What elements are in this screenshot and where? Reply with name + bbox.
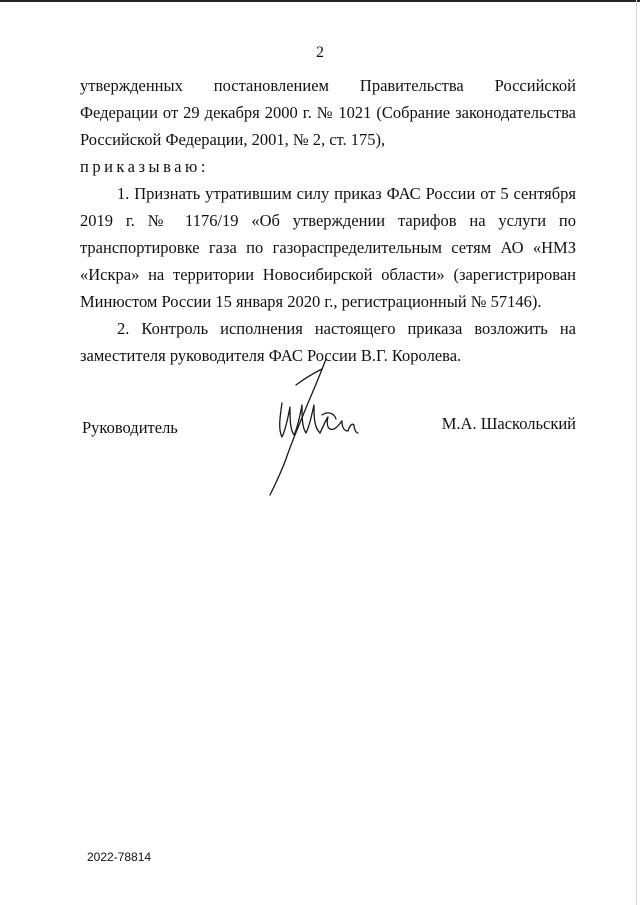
preamble-paragraph: утвержденных постановлением Правительства Российской Федерации от 29 декабря 2000 г. № 1021 (Собрание законодательства Российской Федерации, 2001, № 2, ст. 175), [80,76,576,149]
document-id: 2022-78814 [87,850,152,864]
order-word: приказываю: [80,157,209,176]
document-body [80,72,576,369]
top-border-line [0,0,640,2]
order-item-2: 2. Контроль исполнения настоящего приказа возложить на заместителя руководителя ФАС России В.Г. Королева. [80,319,576,365]
signer-name: М.А. Шаскольский [441,414,576,433]
handwritten-signature-icon [262,355,372,497]
page-number: 2 [316,44,324,61]
right-border-line [636,0,637,905]
order-item-1: 1. Признать утратившим силу приказ ФАС России от 5 сентября 2019 г. № 1176/19 «Об утверждении тарифов на услуги по транспортировке газа по газораспределительным сетям АО «НМЗ «Искра» на территории Новосибирской области» (зарегистрирован Минюстом России 15 января 2020 г., регистрационный № 57146). [80,184,576,311]
signer-title: Руководитель [82,418,178,437]
